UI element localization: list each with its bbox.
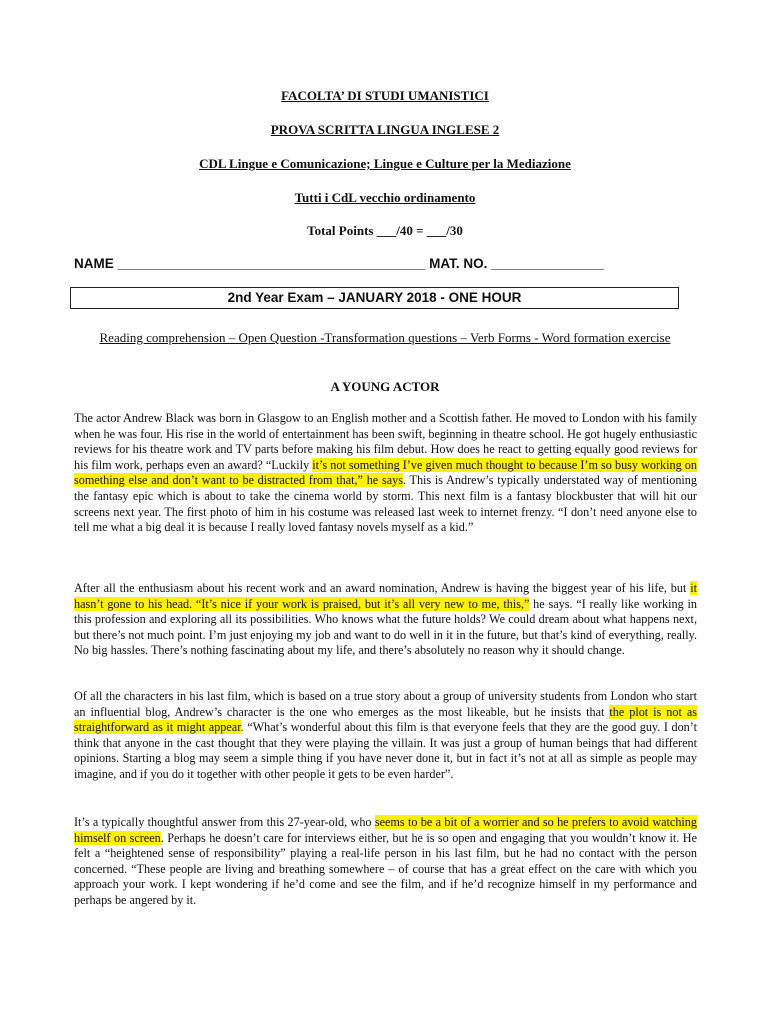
name-label: NAME [74,256,114,271]
name-matno-line [74,256,696,271]
paragraph-4 [74,815,697,909]
paragraph-2-highlight: it hasn’t gone to his head. “It’s nice if your work is praised, but it’s all very new to me, this,” [74,581,697,611]
old-curriculum-heading: Tutti i CdL vecchio ordinamento [294,190,476,205]
paragraph-3 [74,689,697,783]
exam-info-box: 2nd Year Exam – JANUARY 2018 - ONE HOUR [70,287,679,309]
paragraph-1-text-b: . This is Andrew’s typically understated way of mentioning the fantasy epic which is about to take the cinema world by storm. This next film is a fantasy blockbuster that will hit our screens next year. The first photo of him in his costume was released last week to internet frenzy. “I don’t need anyone else to tell me what a big deal it is because I really loved fantasy novels myself as a kid.” [74,473,697,535]
paragraph-3-text-a: Of all the characters in his last film, which is based on a true story about a group of university students from London who start an influential blog, Andrew’s character is the one who emerges as the most likeable, but he insists that [74,689,697,719]
paragraph-2-text-a: After all the enthusiasm about his recent work and an award nomination, Andrew is having the biggest year of his life, but [74,581,691,595]
story-title: A YOUNG ACTOR [330,379,440,394]
paragraph-1 [74,411,697,536]
paragraph-3-highlight: the plot is not as straightforward as it might appear [74,704,697,735]
exam-title: PROVA SCRITTA LINGUA INGLESE 2 [270,122,500,137]
paragraph-1-highlight: it’s not something I’ve given much thought to because I’m so busy working on something else and don’t want to be distracted from that,” he says [74,457,697,488]
matno-blank: _______________ [487,256,604,271]
paragraph-4-highlight: seems to be a bit of a worrier and so he prefers to avoid watching himself on screen [74,815,697,845]
name-blank: _________________________________________ [113,256,430,271]
paragraph-3-text-b: . “What’s wonderful about this film is that everyone feels that they are the good guy. I don’t think that anyone in the cast thought that they were playing the villain. It was just a group of human beings that had different opinions. Starting a blog may seem a simple thing if you have never done it, but in fact it’s not at all as simple as people may imagine, and if you do it together with other people it gets to be even harder”. [74,720,697,781]
paragraph-2 [74,581,697,659]
sections-list: Reading comprehension – Open Question -Transformation questions – Verb Forms - Word formation exercise [99,330,671,345]
paragraph-2-text-b: he says. “I really like working in this profession and exploring all its possibilities. Who knows what the future holds? We could dream about what happens next, but there’s not much point. I’m just enjoying my job and want to do well in it in the future, but that’s kind of everything, really. No big hassles. There’s nothing fascinating about my life, and there’s absolutely no reason why it should change. [74,596,697,658]
paragraph-1-text-a: The actor Andrew Black was born in Glasgow to an English mother and a Scottish father. He moved to London with his family when he was four. His rise in the world of entertainment has been swift, beginning in theatre school. He got hugely enthusiastic reviews for his theatre work and TV parts before making his film debut. How does he react to getting equally good reviews for his film work, perhaps even an award? “Luckily [74,411,697,472]
paragraph-4-text-a: It’s a typically thoughtful answer from this 27-year-old, who [74,815,375,829]
total-points: Total Points ___/40 = ___/30 [307,223,463,238]
faculty-heading: FACOLTA’ DI STUDI UMANISTICI [281,88,489,103]
paragraph-4-text-b: . Perhaps he doesn’t care for interviews either, but he is so open and engaging that you wouldn’t know it. He felt a “heightened sense of responsibility” playing a real-life person in his last film, but he had no contact with the person concerned. “These people are living and breathing somewhere – of course that has a great effect on the care with which you approach your work. I kept wondering if he’d come and see the film, and if he’d recognize himself in my performance and perhaps be angered by it. [74,830,697,907]
courses-heading: CDL Lingue e Comunicazione; Lingue e Culture per la Mediazione [199,156,571,171]
matno-label: MAT. NO. [429,256,488,271]
